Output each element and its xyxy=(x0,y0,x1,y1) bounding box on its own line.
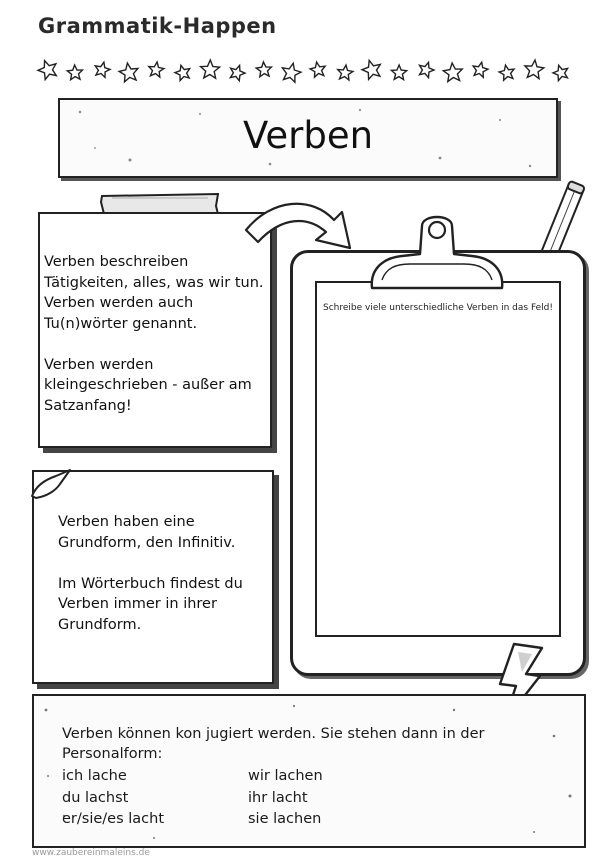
star-icon xyxy=(149,62,164,77)
star-icon xyxy=(362,60,380,79)
star-icon xyxy=(420,62,435,77)
clipboard-instruction: Schreibe viele unterschiedliche Verben in das Feld! xyxy=(323,303,553,313)
note-verb-definition xyxy=(38,212,272,448)
conjugation-plural: ihr lacht xyxy=(248,789,308,806)
conjugation-intro: Verben können kon jugiert werden. Sie stehen dann in der Personalform: xyxy=(62,726,485,762)
clip-icon xyxy=(362,210,512,292)
note-infinitive-text: Verben haben eine Grundform, den Infinitiv. Im Wörterbuch findest du Verben immer in ihrer Grundform. xyxy=(58,514,243,633)
star-icon xyxy=(310,62,325,77)
star-icon xyxy=(256,62,271,77)
star-border xyxy=(36,58,576,84)
conjugation-singular: ich lache xyxy=(62,768,127,784)
footer-url: www.zaubereinmaleins.de xyxy=(32,848,150,858)
conjugation-plural-column xyxy=(248,766,448,831)
header-title: Grammatik-Happen xyxy=(38,14,277,38)
star-icon xyxy=(175,65,190,80)
note-verb-definition-text: Verben beschreiben Tätigkeiten, alles, was wir tun. Verben werden auch Tu(n)wörter genannt. Verben werden kleingeschrieben - außer am Satzanfang! xyxy=(44,254,264,414)
conjugation-singular: er/sie/es lacht xyxy=(62,811,165,827)
star-icon xyxy=(38,61,56,80)
conjugation-plural: wir lachen xyxy=(248,768,323,784)
star-icon xyxy=(473,62,488,77)
conjugation-box xyxy=(32,694,586,848)
star-icon xyxy=(201,60,220,78)
writing-field[interactable] xyxy=(315,281,561,637)
star-icon xyxy=(282,63,301,82)
star-icon xyxy=(119,63,138,82)
clipboard xyxy=(290,250,586,676)
title-banner xyxy=(58,98,558,178)
conjugation-plural: sie lachen xyxy=(248,811,322,827)
star-icon xyxy=(553,65,568,80)
star-icon xyxy=(525,60,544,79)
star-icon xyxy=(443,63,462,82)
dog-ear-icon xyxy=(30,466,72,508)
star-icon xyxy=(67,65,82,80)
star-icon xyxy=(95,62,110,77)
star-icon xyxy=(499,65,514,80)
conjugation-singular: du lachst xyxy=(62,789,129,806)
star-icon xyxy=(391,65,406,80)
star-icon xyxy=(230,65,245,80)
conjugation-singular-column xyxy=(62,766,252,831)
page-title: Verben xyxy=(242,114,374,157)
star-icon xyxy=(338,65,353,80)
arrow-icon xyxy=(242,190,360,256)
